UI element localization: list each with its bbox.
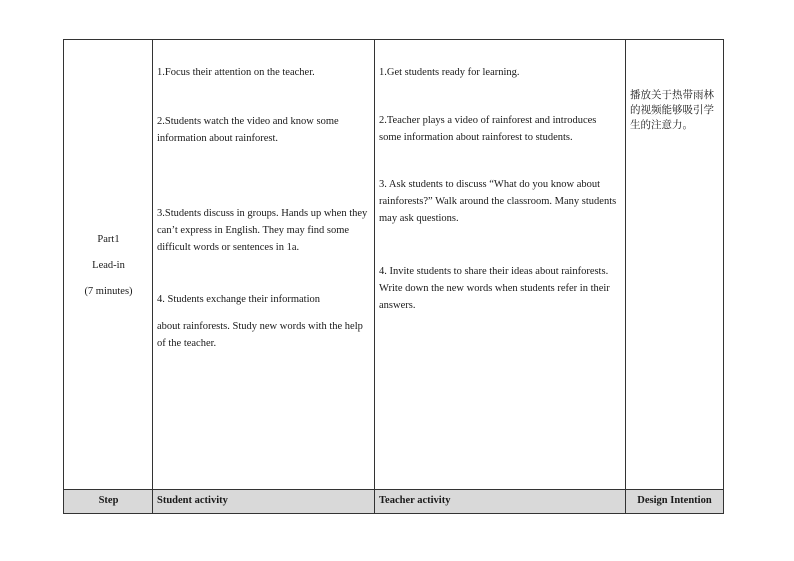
student-item-3: 3.Students discuss in groups. Hands up when they can’t express in English. They may find some difficult words or sentences in 1a. [157, 208, 368, 253]
student-item-1: 1.Focus their attention on the teacher. [157, 67, 315, 78]
step-cell [64, 40, 153, 489]
teacher-item-4: 4. Invite students to share their ideas about rainforests. Write down the new words when students refer in their answers. [379, 266, 610, 311]
header-design [626, 489, 723, 513]
step-title: Lead-in [92, 260, 125, 271]
header-step [64, 489, 153, 513]
header-student-label: Student activity [157, 495, 228, 506]
header-teacher-label: Teacher activity [379, 495, 451, 506]
step-part: Part1 [97, 234, 120, 245]
header-student [153, 489, 375, 513]
teacher-activity-cell [375, 40, 626, 489]
student-activity-cell [153, 40, 375, 489]
student-item-4: 4. Students exchange their information [157, 294, 321, 305]
student-item-2: 2.Students watch the video and know some information about rainforest. [157, 116, 339, 144]
lesson-plan-table [63, 39, 724, 514]
teacher-item-1: 1.Get students ready for learning. [379, 67, 520, 78]
teacher-item-3: 3. Ask students to discuss “What do you know about rainforests?” Walk around the classroom. Many students may ask questions. [379, 179, 617, 224]
header-teacher [375, 489, 626, 513]
teacher-item-2: 2.Teacher plays a video of rainforest and introduces some information about rainforest to students. [379, 115, 597, 143]
student-item-5: about rainforests. Study new words with the help of the teacher. [157, 321, 363, 349]
design-intention-cell [626, 40, 723, 489]
header-design-label: Design Intention [637, 495, 712, 506]
design-intention-text: 播放关于热带雨林的视频能够吸引学生的注意力。 [630, 89, 714, 131]
step-info [64, 227, 153, 305]
step-duration: (7 minutes) [84, 286, 133, 297]
header-step-label: Step [98, 495, 119, 506]
